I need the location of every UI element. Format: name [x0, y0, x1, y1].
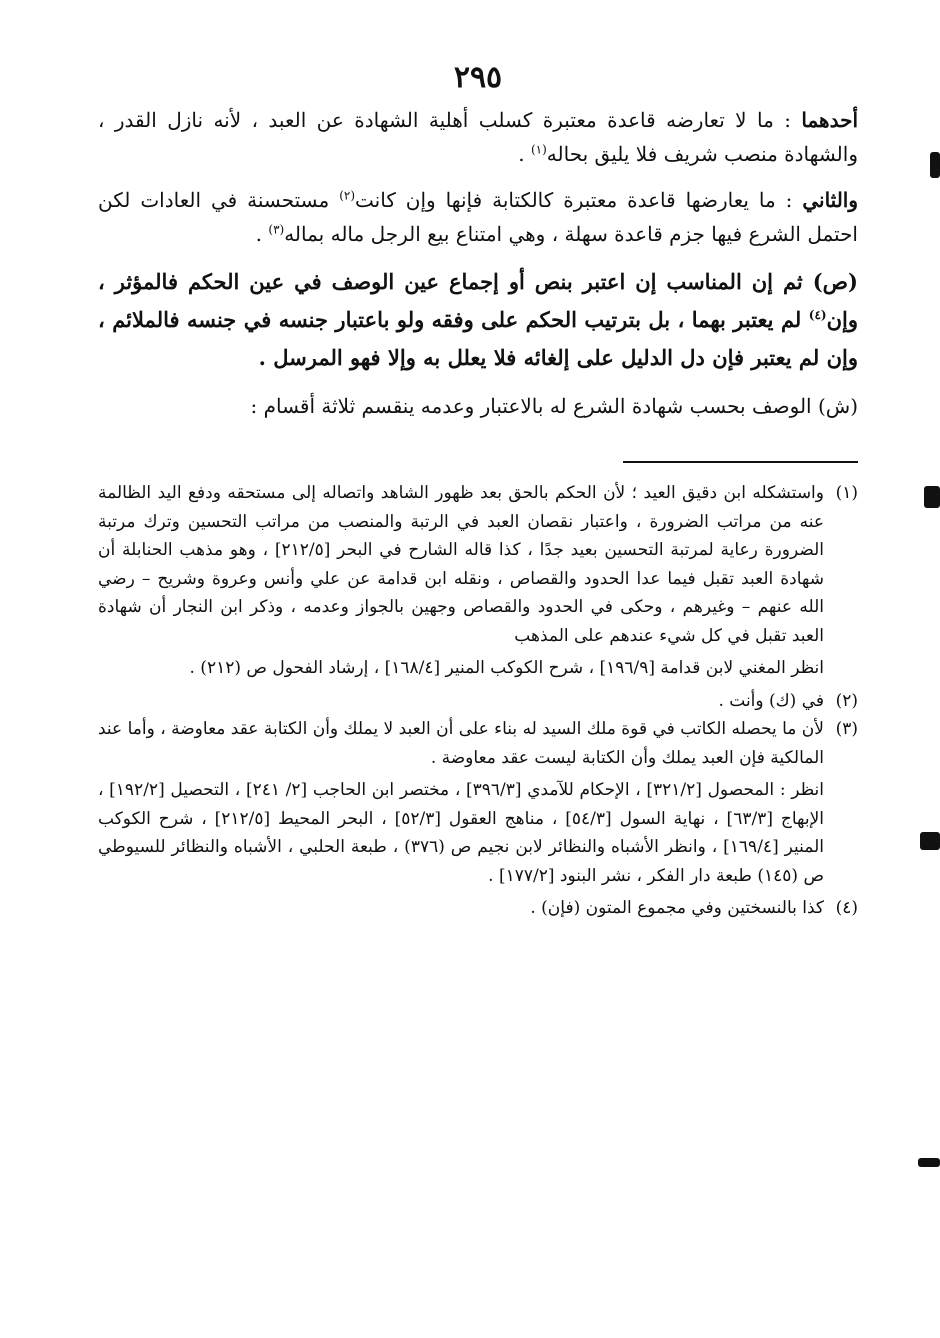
footnote-marker-2: (٢): [339, 188, 356, 203]
footnote-text: لأن ما يحصله الكاتب في قوة ملك السيد له بناء على أن العبد لا يملك وأن الكتابة عقد معاوضة ، وأما عند المالكية فإن العبد يملك وأن الكتابة ليست عقد معاوضة .: [98, 719, 824, 768]
paragraph-text: : ما لا تعارضه قاعدة معتبرة كسلب أهلية الشهادة عن العبد ، لأنه نازل القدر ، والشهادة منصب شريف فلا يليق بحاله: [98, 108, 858, 166]
footnote-marker-1: (١): [530, 142, 547, 157]
footnote-text: كذا بالنسختين وفي مجموع المتون (فإن) .: [530, 898, 824, 918]
document-page: [98, 60, 858, 923]
paragraph-lead-second: والثاني: [802, 188, 859, 212]
paragraph-lead-first: أحدهما: [801, 108, 858, 132]
footnote-3: [98, 715, 858, 772]
page-number: ٢٩٥: [453, 60, 503, 95]
matn-text: لم يعتبر بهما ، بل بترتيب الحكم على وفقه ولو باعتبار جنسه في جنسه فالملائم ، وإن لم يعتبر فإن دل الدليل على إلغائه فلا يعلل به وإلا فهو المرسل .: [98, 307, 858, 370]
footnote-text: في (ك) وأنت .: [718, 690, 824, 711]
matn-text: (ص) ثم إن المناسب إن اعتبر بنص أو إجماع عين الوصف في عين الحكم فالمؤثر ، وإن: [98, 269, 858, 332]
footnote-number: (٣): [835, 719, 858, 739]
scan-margin-mark: [930, 152, 940, 178]
footnote-number: (٤): [835, 898, 858, 918]
footnote-1: [98, 479, 858, 650]
scan-margin-mark: [918, 1158, 940, 1167]
footnote-reference: انظر : المحصول [٣٢١/٢] ، الإحكام للآمدي [٣٩٦/٣] ، مختصر ابن الحاجب [٢/ ٢٤١] ، التحصيل [١٩٢/٢] ، الإبهاج [٦٣/٣] ، نهاية السول [٥٤/٣] ، مناهج العقول [٥٢/٣] ، البحر المحيط [٢١٢/٥] ، شرح الكوكب المنير [١٦٩/٤] ، وانظر الأشباه والنظائر لابن نجيم ص (٣٧٦) ، طبعة الحلبي ، الأشباه والنظائر للسيوطي ص (١٤٥) طبعة دار الفكر ، نشر البنود [١٧٧/٢] .: [98, 780, 824, 886]
footnote-number: (١): [835, 483, 858, 503]
footnote-separator: [623, 461, 858, 463]
paragraph-text: مستحسنة في العادات لكن احتمل الشرع فيها جزم قاعدة سهلة ، وهي امتناع بيع الرجل ماله بماله: [98, 188, 858, 246]
footnote-marker-4: (٤): [808, 308, 827, 322]
sharh-paragraph: (ش) الوصف بحسب شهادة الشرع له بالاعتبار وعدمه ينقسم ثلاثة أقسام :: [250, 394, 858, 418]
footnote-number: (٢): [835, 690, 858, 711]
scan-margin-mark: [924, 486, 940, 508]
paragraph-first-section: [98, 103, 858, 171]
matn-paragraph: [98, 263, 858, 377]
paragraph-second-section: [98, 183, 858, 251]
footnote-text: واستشكله ابن دقيق العيد ؛ لأن الحكم بالحق بعد ظهور الشاهد واتصاله إلى مستحقه ودفع اليد الظالمة عنه من مراتب الضرورة ، واعتبار نقصان العبد في الرتبة والمنصب من مراتب التحسين وترك مرتبة الضرورة رعاية لمرتبة التحسين بعيد جدًا ، كذا قاله الشارح في البحر [٢١٢/٥] ، وهو مذهب الحنابلة أن شهادة العبد تقبل فيما عدا الحدود والقصاص ، ونقله ابن قدامة عن علي وأنس وعروة وشريح – رضي الله عنهم – وغيرهم ، وحكى في الحدود والقصاص وجهين بالجواز وعدمه ، وذكر ابن النجار أن شهادة العبد تقبل في كل شيء عندهم على المذهب: [98, 483, 824, 646]
footnote-4: [98, 894, 858, 923]
paragraph-text: : ما يعارضها قاعدة معتبرة كالكتابة فإنها وإن كانت: [355, 188, 793, 212]
footnote-marker-3: (٣): [268, 222, 285, 237]
paragraph-end: .: [518, 142, 531, 166]
footnote-2: [98, 687, 858, 716]
footnotes: [98, 479, 858, 923]
paragraph-end: .: [255, 222, 269, 246]
footnote-reference: انظر المغني لابن قدامة [١٩٦/٩] ، شرح الكوكب المنير [١٦٨/٤] ، إرشاد الفحول ص (٢١٢) .: [189, 658, 824, 678]
scan-margin-mark: [920, 832, 940, 850]
